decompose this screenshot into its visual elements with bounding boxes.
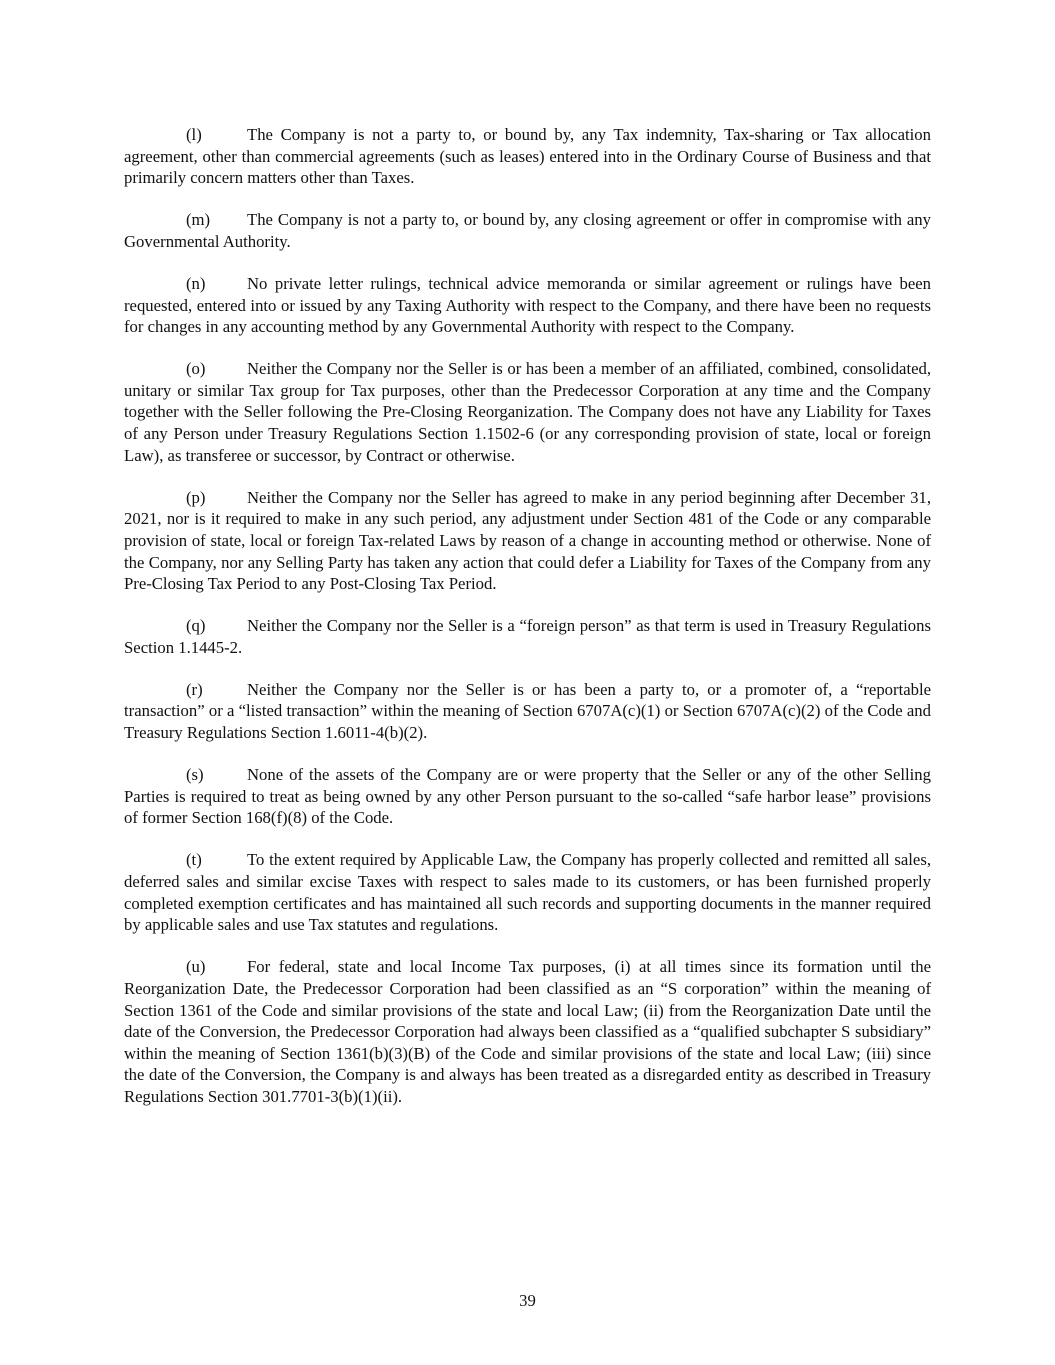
paragraph-label: (l) (186, 125, 202, 144)
paragraph-label: (r) (186, 679, 203, 699)
paragraph-label: (s) (186, 765, 204, 785)
paragraph-text: Neither the Company nor the Seller is or has been a member of an affiliated, combined, consolidated, unitary or similar Tax group for Tax purposes, other than the Predecessor Corporation at any time and the Company together with the Seller following the Pre-Closing Reorganization. The Company does not have any Liability for Taxes of any Person under Treasury Regulations Section 1.1502-6 (or any corresponding provision of state, local or foreign Law), as transferee or successor, by Contract or otherwise. (124, 359, 931, 465)
paragraph-text: None of the assets of the Company are or were property that the Seller or any of the other Selling Parties is required to treat as being owned by any other Person pursuant to the so-called “safe harbor lease” provisions of former Section 168(f)(8) of the Code. (124, 765, 931, 828)
paragraph-label: (q) (186, 616, 206, 636)
paragraph-t (124, 849, 931, 935)
paragraph-text: Neither the Company nor the Seller has agreed to make in any period beginning after December 31, 2021, nor is it required to make in any such period, any adjustment under Section 481 of the Code or any comparable provision of state, local or foreign Tax-related Laws by reason of a change in accounting method or otherwise. None of the Company, nor any Selling Party has taken any action that could defer a Liability for Taxes of the Company from any Pre-Closing Tax Period to any Post-Closing Tax Period. (124, 487, 931, 594)
paragraph-label: (n) (186, 273, 206, 293)
paragraph-text: Neither the Company nor the Seller is or has been a party to, or a promoter of, a “reportable transaction” or a “listed transaction” within the meaning of Section 6707A(c)(1) or Section 6707A(c)(2) of the Code and Treasury Regulations Section 1.6011-4(b)(2). (124, 679, 931, 743)
paragraph-text: No private letter rulings, technical advice memoranda or similar agreement or rulings have been requested, entered into or issued by any Taxing Authority with respect to the Company, and there have been no requests for changes in any accounting method by any Governmental Authority with respect to the Company. (124, 273, 931, 337)
paragraph-text: The Company is not a party to, or bound by, any Tax indemnity, Tax-sharing or Tax allocation agreement, other than commercial agreements (such as leases) entered into in the Ordinary Course of Business and that primarily concern matters other than Taxes. (124, 125, 931, 188)
paragraph-text: For federal, state and local Income Tax purposes, (i) at all times since its formation until the Reorganization Date, the Predecessor Corporation had been classified as an “S corporation” within the meaning of Section 1361 of the Code and similar provisions of the state and local Law; (ii) from the Reorganization Date until the date of the Conversion, the Predecessor Corporation had always been classified as a “qualified subchapter S subsidiary” within the meaning of Section 1361(b)(3)(B) of the Code and similar provisions of the state and local Law; (iii) since the date of the Conversion, the Company is and always has been treated as a disregarded entity as described in Treasury Regulations Section 301.7701-3(b)(1)(ii). (124, 957, 931, 1106)
paragraph-l (124, 124, 931, 189)
paragraph-s (124, 764, 931, 829)
paragraph-p (124, 487, 931, 595)
paragraph-label: (m) (186, 210, 211, 230)
paragraph-text: The Company is not a party to, or bound by, any closing agreement or offer in compromise with any Governmental Authority. (124, 210, 931, 251)
paragraph-q (124, 615, 931, 658)
paragraph-m (124, 209, 931, 252)
document-page (124, 124, 931, 1128)
paragraph-n (124, 273, 931, 338)
paragraph-label: (u) (186, 957, 206, 977)
page-number: 39 (519, 1291, 536, 1310)
paragraph-text: To the extent required by Applicable Law, the Company has properly collected and remitted all sales, deferred sales and similar excise Taxes with respect to sales made to its customers, or has been furnished properly completed exemption certificates and has maintained all such records and supporting documents in the manner required by applicable sales and use Tax statutes and regulations. (124, 850, 931, 935)
paragraph-r (124, 679, 931, 744)
paragraph-o (124, 358, 931, 466)
paragraph-text: Neither the Company nor the Seller is a “foreign person” as that term is used in Treasury Regulations Section 1.1445-2. (124, 616, 931, 657)
paragraph-label: (p) (186, 487, 206, 507)
paragraph-u (124, 956, 931, 1107)
paragraph-label: (o) (186, 359, 206, 379)
paragraph-label: (t) (186, 850, 202, 870)
